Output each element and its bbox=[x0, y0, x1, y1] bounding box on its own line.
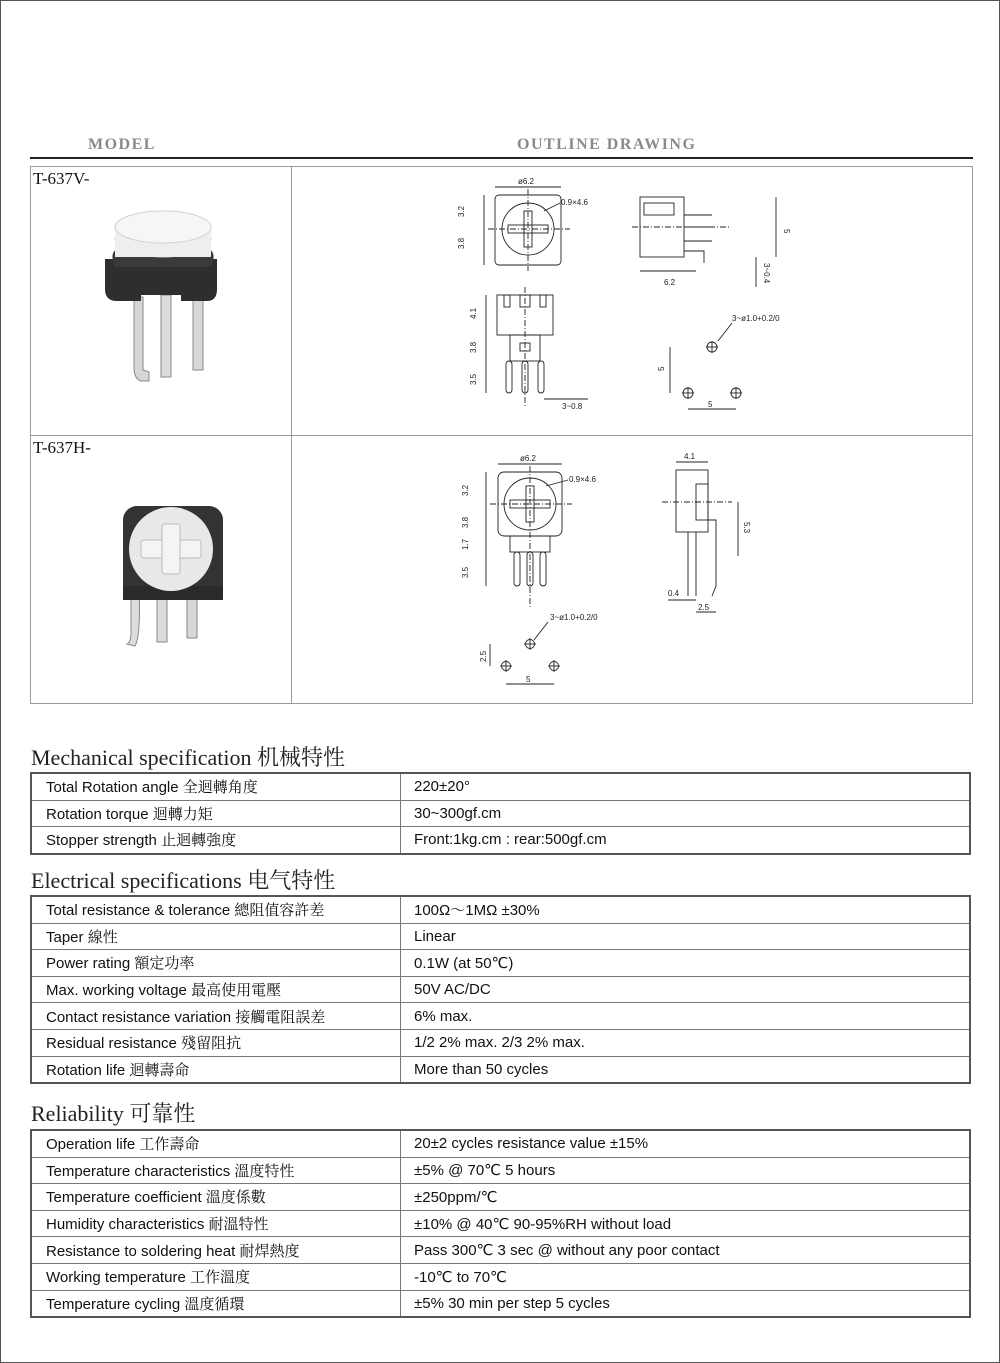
spec-value: Pass 300℃ 3 sec @ without any poor contact bbox=[401, 1237, 971, 1264]
table-row bbox=[31, 896, 970, 923]
spec-label: Operation life 工作壽命 bbox=[31, 1130, 401, 1157]
dim-label: 5 bbox=[782, 229, 791, 234]
table-row bbox=[31, 1157, 970, 1184]
spec-value: ±5% @ 70℃ 5 hours bbox=[401, 1157, 971, 1184]
table-row bbox=[31, 1290, 970, 1317]
table-row bbox=[31, 1130, 970, 1157]
spec-value: 50V AC/DC bbox=[401, 976, 971, 1003]
dim-label: 3~ø1.0+0.2/0 bbox=[550, 613, 598, 622]
dim-label: ø6.2 bbox=[520, 454, 537, 463]
dim-label: 3.5 bbox=[461, 566, 470, 578]
spec-value: More than 50 cycles bbox=[401, 1056, 971, 1083]
spec-value: 0.1W (at 50℃) bbox=[401, 950, 971, 977]
spec-value: 1/2 2% max. 2/3 2% max. bbox=[401, 1029, 971, 1056]
electrical-section-title: Electrical specifications 电气特性 bbox=[31, 868, 336, 893]
spec-value: 6% max. bbox=[401, 1003, 971, 1030]
header-rule bbox=[30, 157, 973, 159]
dim-label: 2.5 bbox=[479, 650, 488, 662]
table-row bbox=[31, 1003, 970, 1030]
spec-label: Rotation torque 迴轉力矩 bbox=[31, 800, 401, 827]
spec-value: 30~300gf.cm bbox=[401, 800, 971, 827]
dim-label: 3~0.4 bbox=[762, 263, 771, 284]
dim-label: 5.3 bbox=[742, 522, 751, 534]
drawing-cell-v bbox=[292, 167, 973, 436]
spec-label: Max. working voltage 最高使用電壓 bbox=[31, 976, 401, 1003]
t637h-outline-drawing bbox=[292, 436, 974, 705]
spec-label: Power rating 額定功率 bbox=[31, 950, 401, 977]
spec-label: Working temperature 工作溫度 bbox=[31, 1263, 401, 1290]
dim-label: 4.1 bbox=[684, 452, 696, 461]
model-column-header: MODEL bbox=[88, 136, 156, 153]
outline-drawing-header: OUTLINE DRAWING bbox=[517, 136, 697, 153]
dim-label: 5 bbox=[657, 366, 666, 371]
dim-label: 3.8 bbox=[461, 516, 470, 528]
mechanical-section-title: Mechanical specification 机械特性 bbox=[31, 745, 346, 770]
model-name: T-637V- bbox=[33, 169, 90, 188]
dim-label: ø6.2 bbox=[518, 177, 535, 186]
model-cell-v bbox=[31, 167, 292, 436]
table-row bbox=[31, 1056, 970, 1083]
spec-label: Temperature characteristics 溫度特性 bbox=[31, 1157, 401, 1184]
table-row bbox=[31, 950, 970, 977]
spec-label: Temperature cycling 溫度循環 bbox=[31, 1290, 401, 1317]
table-row bbox=[31, 1029, 970, 1056]
spec-value: -10℃ to 70℃ bbox=[401, 1263, 971, 1290]
dim-label: 5 bbox=[708, 400, 713, 409]
dim-label: 3~0.8 bbox=[562, 402, 583, 411]
dim-label: 3.5 bbox=[469, 373, 478, 385]
reliability-section-title: Reliability 可靠性 bbox=[31, 1101, 196, 1126]
dim-label: 4.1 bbox=[469, 307, 478, 319]
dim-label: 0.4 bbox=[668, 589, 680, 598]
table-row bbox=[31, 800, 970, 827]
t637v-photo bbox=[31, 167, 292, 436]
dim-label: 0.9×4.6 bbox=[561, 198, 588, 207]
spec-value: ±5% 30 min per step 5 cycles bbox=[401, 1290, 971, 1317]
dim-label: 2.5 bbox=[698, 603, 710, 612]
t637v-outline-drawing bbox=[292, 167, 974, 436]
outline-table bbox=[30, 166, 973, 704]
dim-label: 3.2 bbox=[457, 205, 466, 217]
table-row bbox=[31, 976, 970, 1003]
model-cell-h bbox=[31, 436, 292, 704]
spec-value: 100Ω～1MΩ ±30% bbox=[401, 896, 971, 923]
dim-label: 0.9×4.6 bbox=[569, 475, 596, 484]
t637h-photo bbox=[31, 436, 292, 705]
dim-label: 6.2 bbox=[664, 278, 676, 287]
dim-label: 1.7 bbox=[461, 538, 470, 550]
table-row bbox=[31, 1263, 970, 1290]
spec-label: Rotation life 迴轉壽命 bbox=[31, 1056, 401, 1083]
dim-label: 5 bbox=[526, 675, 531, 684]
spec-value: 220±20° bbox=[401, 773, 971, 800]
spec-value: Front:1kg.cm : rear:500gf.cm bbox=[401, 827, 971, 854]
spec-label: Humidity characteristics 耐溫特性 bbox=[31, 1210, 401, 1237]
reliability-spec-table bbox=[30, 1129, 971, 1318]
table-row bbox=[31, 1237, 970, 1264]
spec-label: Temperature coefficient 溫度係數 bbox=[31, 1184, 401, 1211]
dim-label: 3.2 bbox=[461, 484, 470, 496]
spec-label: Resistance to soldering heat 耐焊熱度 bbox=[31, 1237, 401, 1264]
table-row bbox=[31, 827, 970, 854]
spec-value: ±250ppm/℃ bbox=[401, 1184, 971, 1211]
dim-label: 3.8 bbox=[469, 341, 478, 353]
electrical-spec-table bbox=[30, 895, 971, 1084]
spec-label: Stopper strength 止迴轉強度 bbox=[31, 827, 401, 854]
table-row bbox=[31, 1184, 970, 1211]
table-row bbox=[31, 773, 970, 800]
spec-value: 20±2 cycles resistance value ±15% bbox=[401, 1130, 971, 1157]
spec-label: Contact resistance variation 接觸電阻誤差 bbox=[31, 1003, 401, 1030]
model-name: T-637H- bbox=[33, 438, 91, 457]
spec-label: Residual resistance 殘留阻抗 bbox=[31, 1029, 401, 1056]
drawing-cell-h bbox=[292, 436, 973, 704]
dim-label: 3~ø1.0+0.2/0 bbox=[732, 314, 780, 323]
dim-label: 3.8 bbox=[457, 237, 466, 249]
mechanical-spec-table bbox=[30, 772, 971, 855]
spec-value: Linear bbox=[401, 923, 971, 950]
spec-label: Total Rotation angle 全迴轉角度 bbox=[31, 773, 401, 800]
table-row bbox=[31, 1210, 970, 1237]
table-row bbox=[31, 923, 970, 950]
spec-label: Taper 線性 bbox=[31, 923, 401, 950]
spec-label: Total resistance & tolerance 總阻值容許差 bbox=[31, 896, 401, 923]
spec-value: ±10% @ 40℃ 90-95%RH without load bbox=[401, 1210, 971, 1237]
